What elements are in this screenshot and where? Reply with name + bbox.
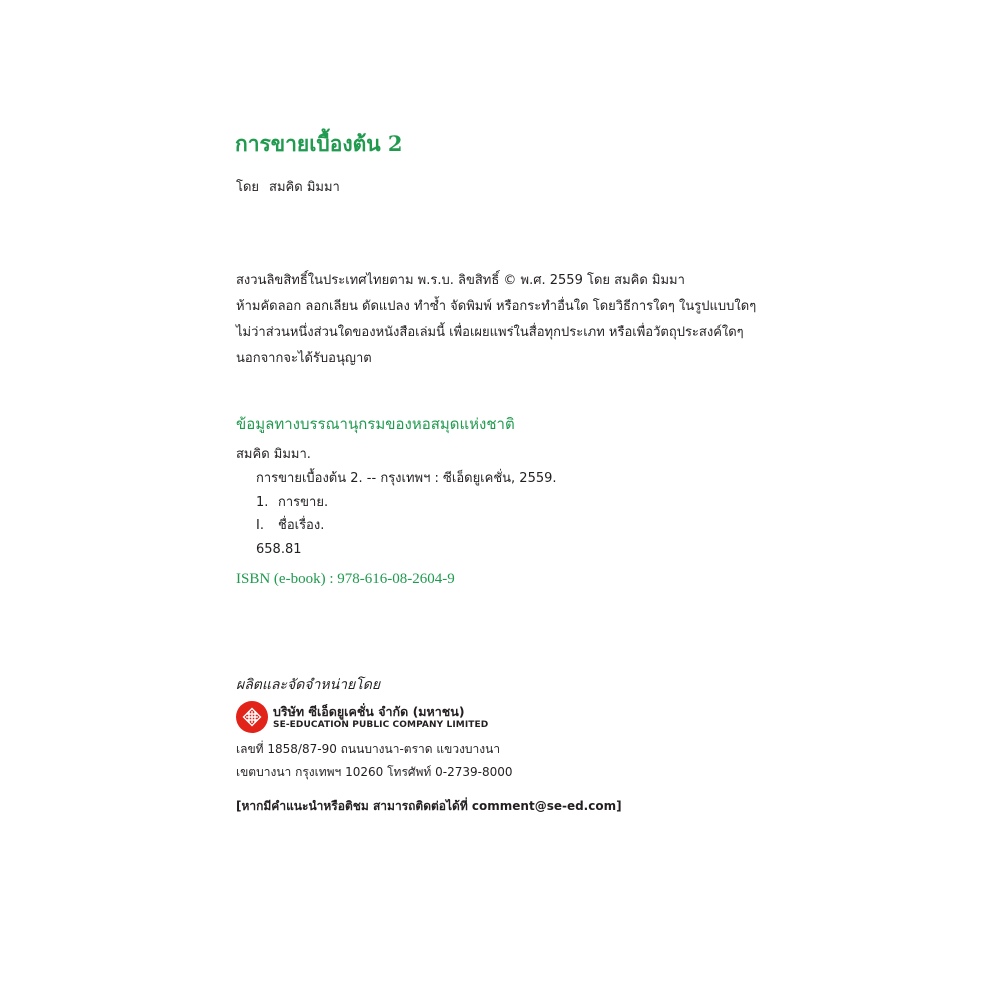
cip-subject-text: การขาย.: [278, 494, 329, 510]
copyright-line: ห้ามคัดลอก ลอกเลียน ดัดแปลง ทำซ้ำ จัดพิมพ์ หรือกระทำอื่นใด โดยวิธีการใดๆ ในรูปแบบใดๆ: [236, 299, 757, 314]
cip-title: [256, 514, 557, 538]
cip-title-number: I.: [256, 518, 264, 533]
publisher-address: [236, 738, 513, 784]
publisher-block: [236, 700, 488, 734]
cip-entries: [256, 467, 557, 561]
address-line: เขตบางนา กรุงเทพฯ 10260 โทรศัพท์ 0-2739-8000: [236, 765, 513, 779]
address-line: เลขที่ 1858/87-90 ถนนบางนา-ตราด แขวงบางนา: [236, 742, 501, 756]
copyright-line: นอกจากจะได้รับอนุญาต: [236, 351, 372, 366]
cip-author: สมคิด มิมมา.: [236, 447, 311, 462]
copyright-line: ไม่ว่าส่วนหนึ่งส่วนใดของหนังสือเล่มนี้ เพื่อเผยแพร่ในสื่อทุกประเภท หรือเพื่อวัตถุประสงค์ใดๆ: [236, 325, 744, 340]
contact-note: [หากมีคำแนะนำหรือติชม สามารถติดต่อได้ที่ comment@se-ed.com]: [236, 799, 622, 813]
cip-subject-number: 1.: [256, 494, 269, 510]
publisher-name-thai: บริษัท ซีเอ็ดยูเคชั่น จำกัด (มหาชน): [273, 703, 465, 719]
book-title: การขายเบื้องต้น 2: [235, 131, 403, 156]
author-prefix: โดย: [236, 180, 260, 195]
cip-subject: [256, 491, 557, 515]
publisher-label: ผลิตและจัดจำหน่ายโดย: [236, 677, 381, 693]
copyright-line: สงวนลิขสิทธิ์ในประเทศไทยตาม พ.ร.บ. ลิขสิทธิ์ © พ.ศ. 2559 โดย สมคิด มิมมา: [236, 273, 685, 288]
se-ed-logo-icon: [236, 701, 268, 733]
author-line: [236, 176, 340, 197]
cip-title-entry: การขายเบื้องต้น 2. -- กรุงเทพฯ : ซีเอ็ดยูเคชั่น, 2559.: [256, 471, 557, 486]
cip-classification: 658.81: [256, 541, 302, 557]
isbn: ISBN (e-book) : 978-616-08-2604-9: [236, 571, 455, 587]
cip-heading: ข้อมูลทางบรรณานุกรมของหอสมุดแห่งชาติ: [236, 415, 515, 433]
cip-title-text: ชื่อเรื่อง.: [278, 518, 325, 533]
copyright-notice: [236, 268, 796, 372]
publisher-name-english: SE-EDUCATION PUBLIC COMPANY LIMITED: [273, 719, 489, 730]
author-name: สมคิด มิมมา: [269, 180, 340, 195]
